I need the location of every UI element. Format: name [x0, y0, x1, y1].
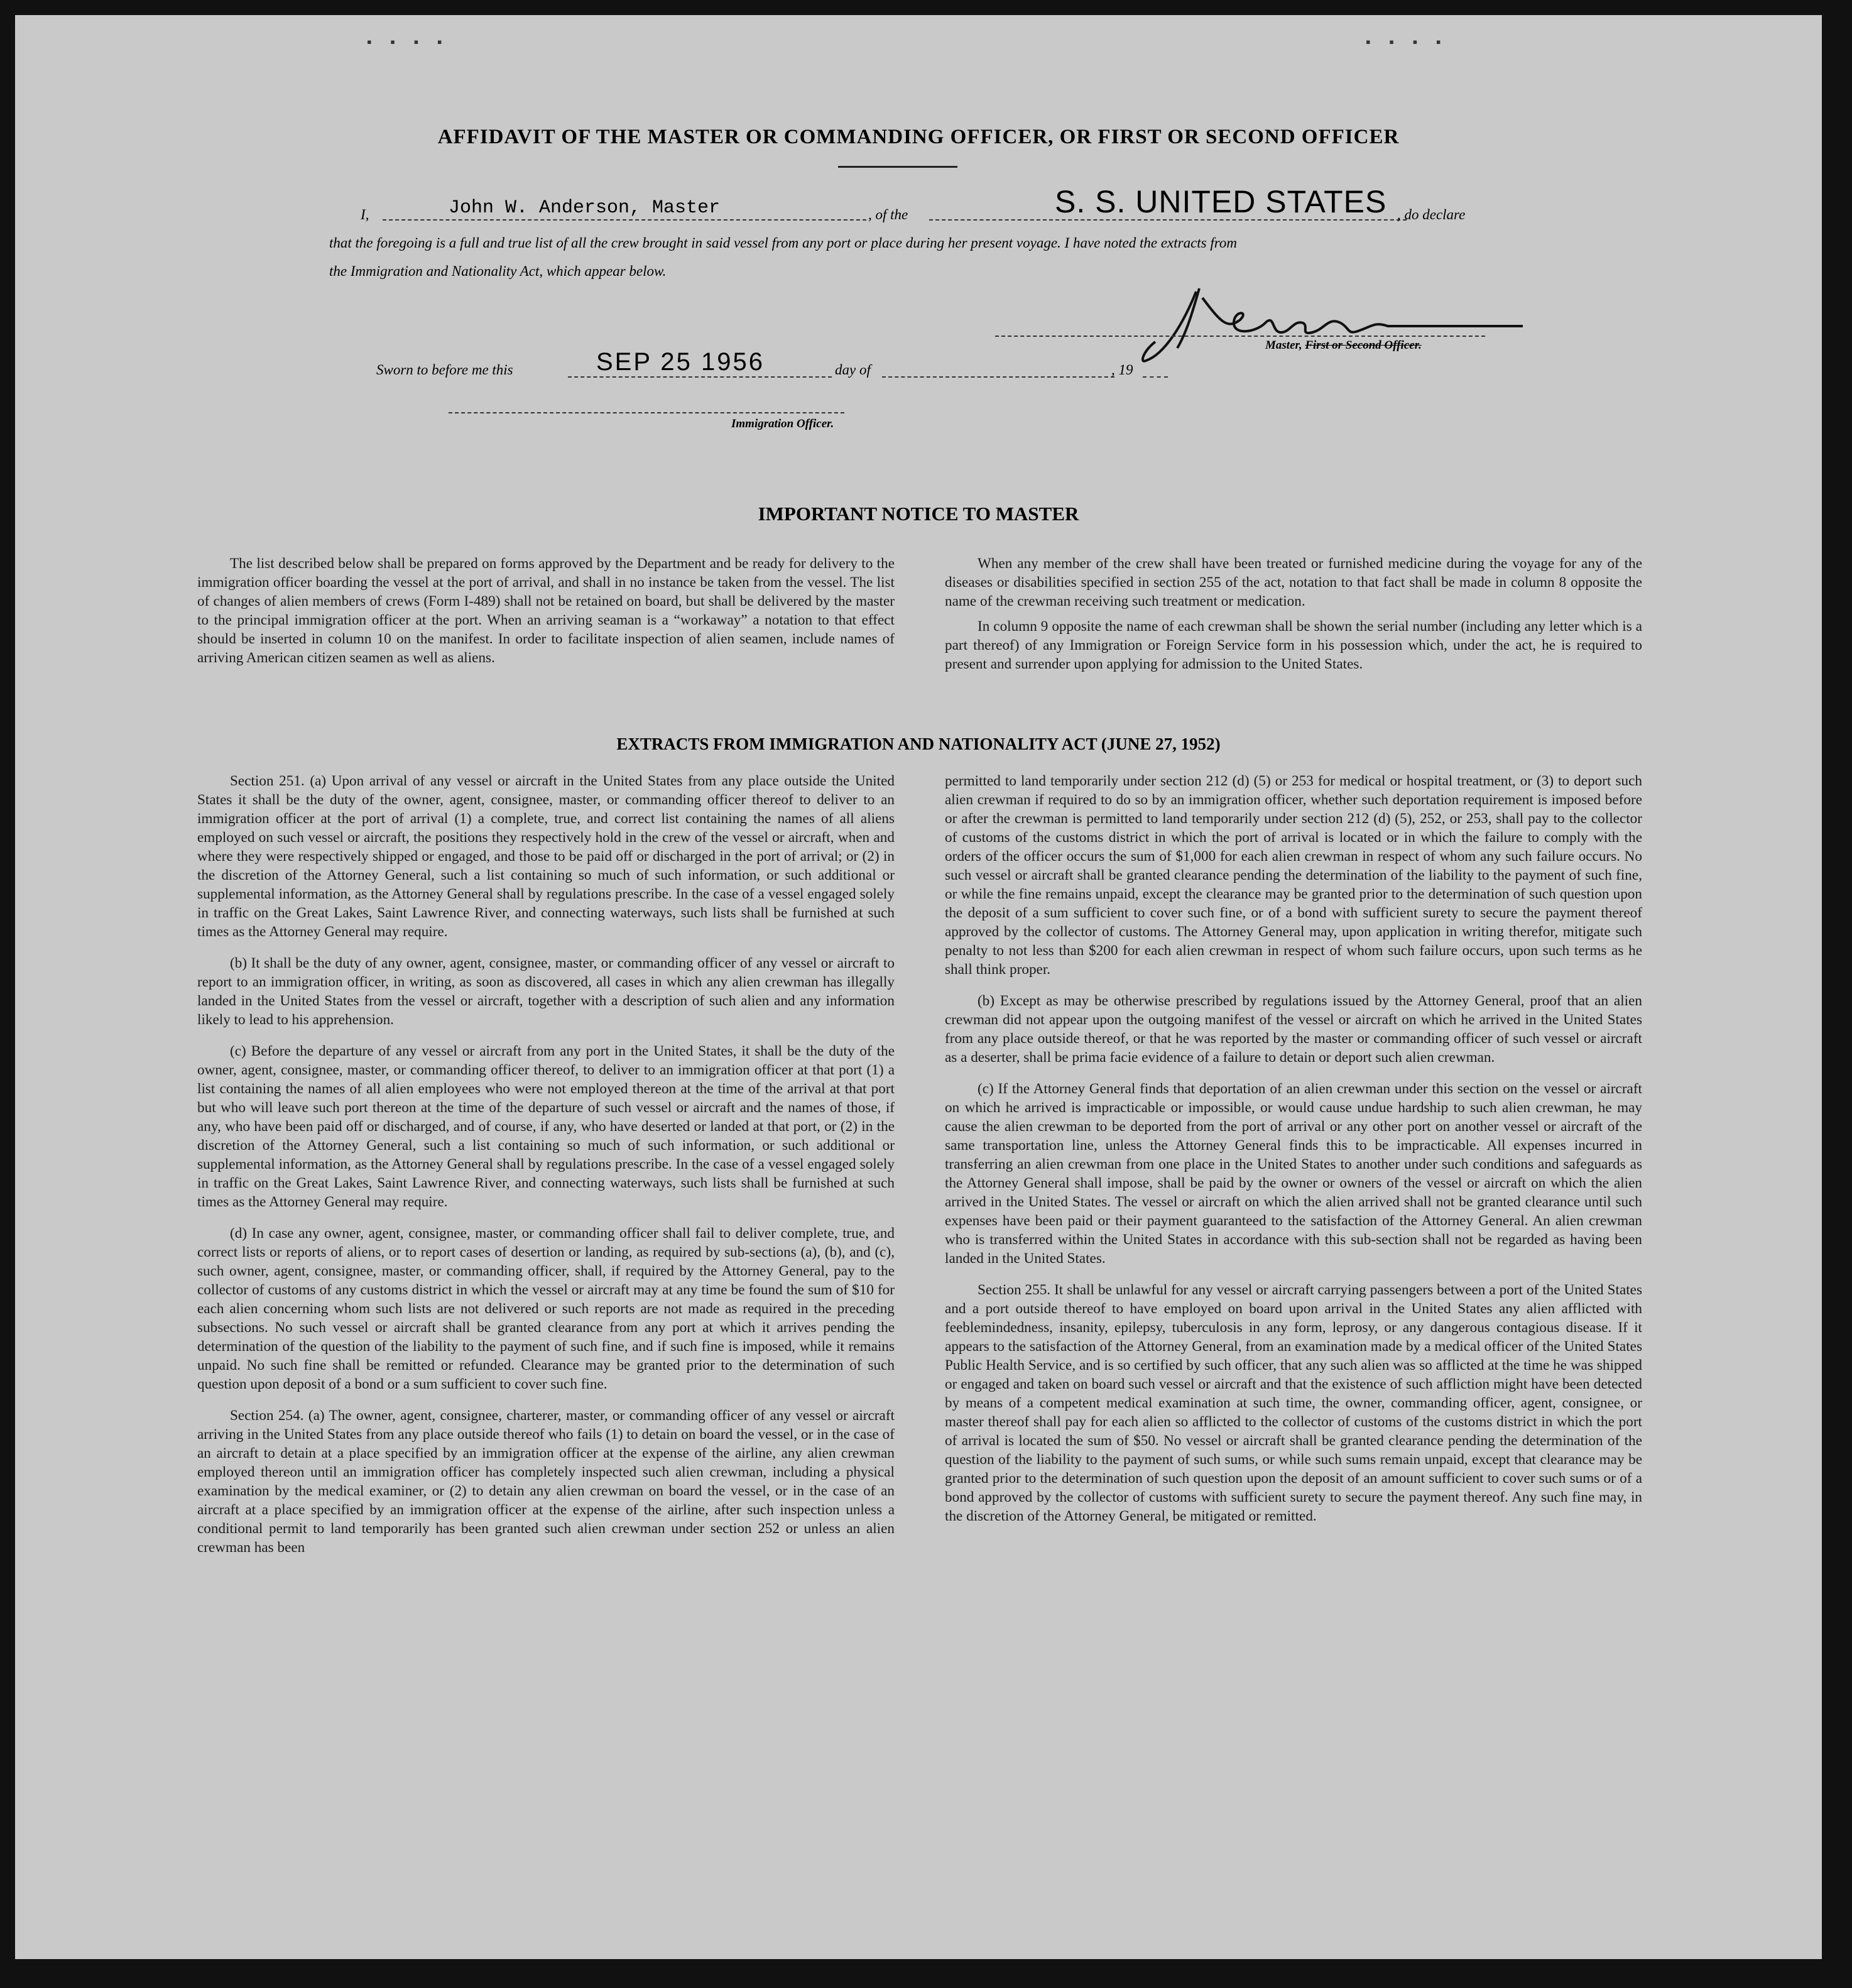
section-254-a-continued: permitted to land temporarily under section 212 (d) (5) or 253 for medical or hospital treatment, or (3) to deport such alien crewman if required to do so by an immigration officer, whether such deportation requirement is imposed before or after the crewman is permitted to land temporarily under section 212 (d) (5), 252, or 253, shall pay to the collector of customs of the customs district in which the port of arrival is located or in which the failure to comply with the orders of the officer occurs the sum of $1,000 for each alien crewman in respect of whom any such failure occurs. No such vessel or aircraft shall be granted clearance pending the determination of the liability to the payment of such fine, or while the fine remains unpaid, except the clearance may be granted prior to the determination of such question upon the deposit of a sum sufficient to cover such fine, or of a bond with sufficient surety to secure the payment thereof approved by the collector of customs. The Attorney General may, upon application in writing therefor, mitigate such penalty to not less than $200 for each alien crewman in respect of whom such failure occurs, upon such terms as he shall think proper.: [945, 773, 1642, 978]
scan-mark-left: ▪ ▪ ▪ ▪: [367, 34, 450, 50]
notice-left-paragraph: The list described below shall be prepared on forms approved by the Department and be ready for delivery to the immigration officer boarding the vessel at the port of arrival, and shall in no instance be taken from the vessel. The list of changes of alien members of crews (Form I-489) shall not be retained on board, but shall be delivered by the master to the principal immigration officer at the port. When an arriving seaman is a “workaway” a notation to that effect should be inserted in column 10 on the manifest. In order to facilitate inspection of alien seamen, include names of arriving American citizen seamen as well as aliens.: [197, 555, 895, 666]
declaration-line-2: the Immigration and Nationality Act, which appear below.: [329, 263, 667, 279]
notice-left-column: [197, 554, 895, 674]
name-blank-line: [383, 219, 866, 221]
master-signature: [1140, 273, 1529, 373]
sworn-label: Sworn to before me this: [376, 362, 513, 378]
affidavit-title: AFFIDAVIT OF THE MASTER OR COMMANDING OFFICER, OR FIRST OR SECOND OFFICER: [437, 126, 1400, 148]
title-divider: [838, 166, 957, 168]
section-251-d: (d) In case any owner, agent, consignee, master, or commanding officer shall fail to deliver complete, true, and correct lists or reports of aliens, or to report cases of desertion or landing, as required by sub-sections (a), (b), and (c), such owner, agent, consignee, master, or commanding officer, shall, if required by the Attorney General, pay to the collector of customs of any customs district in which the vessel or aircraft may at any time be found the sum of $10 for each alien concerning whom such lists are not delivered or such reports are not made as required in the preceding subsections. No such vessel or aircraft shall be granted clearance from any port at which it arrives pending the determination of the question of the liability to the payment of such fine, and if such fine is imposed, while it remains unpaid. No such fine shall be remitted or refunded. Clearance may be granted prior to the determination of such question upon deposit of a bond or a sum sufficient to cover such fine.: [197, 1225, 895, 1392]
notice-right-column: [945, 554, 1642, 680]
sworn-date-line: [568, 376, 832, 378]
sworn-date-stamp: SEP 25 1956: [596, 348, 765, 376]
master-name-typed: John W. Anderson, Master: [449, 197, 721, 219]
extracts-left-column: [197, 772, 895, 1563]
section-254-c: (c) If the Attorney General finds that deportation of an alien crewman under this section on the vessel or aircraft on which he arrived is impracticable or impossible, or would cause undue hardship to such alien crewman, he may cause the alien crewman to be deported from the port of arrival or any other port on another vessel or aircraft of the same transportation line, unless the Attorney General finds this to be impracticable. All expenses incurred in transferring an alien crewman from one place in the United States to another under such conditions and safeguards as the Attorney General shall impose, shall be paid by the owner or owners of the vessel or aircraft on which the alien arrived in the United States. The vessel or aircraft on which the alien arrived shall not be granted clearance until such expenses have been paid or their payment guaranteed to the satisfaction of the Attorney General. An alien crewman who is transferred within the United States in accordance with this sub-section shall not be regarded as having been landed in the United States.: [945, 1081, 1642, 1267]
signature-caption-master: Master,: [1265, 339, 1302, 352]
section-255: Section 255. It shall be unlawful for any vessel or aircraft carrying passengers between a port of the United States and a port outside thereof to have employed on board upon arrival in the United States any alien afflicted with feeblemindedness, insanity, epilepsy, tuberculosis in any form, leprosy, or any dangerous contagious disease. If it appears to the satisfaction of the Attorney General, from an examination made by a medical officer of the United States Public Health Service, and is so certified by such officer, that any such alien was so afflicted at the time he was shipped or engaged and taken on board such vessel or aircraft and that the existence of such affliction might have been detected by means of a competent medical examination at such time, the owner, commanding officer, agent, consignee, or master thereof shall pay for each alien so afflicted to the collector of customs of the customs district in which the port of arrival is located the sum of $50. No vessel or aircraft shall be granted clearance pending the determination of the question of the liability to the payment of such sums, or while such sums remain unpaid, except that clearance may be granted prior to the determination of such question upon the deposit of an amount sufficient to cover such sums or of a bond approved by the collector of customs with sufficient surety to secure the payment thereof. Any such fine may, in the discretion of the Attorney General, be mitigated or remitted.: [945, 1282, 1642, 1524]
section-251-a: Section 251. (a) Upon arrival of any vessel or aircraft in the United States from any place outside the United States it shall be the duty of the owner, agent, consignee, master, or commanding officer thereof to deliver to an immigration officer at the port of arrival (1) a complete, true, and correct list containing the names of all aliens employed on such vessel or aircraft, the positions they respectively hold in the crew of the vessel or aircraft, when and where they were respectively shipped or engaged, and those to be paid off or discharged in the port of arrival; or (2) in the discretion of the Attorney General, such a list containing so much of such information, or such additional or supplemental information, as the Attorney General shall by regulations prescribe. In the case of a vessel engaged solely in traffic on the Great Lakes, Saint Lawrence River, and connecting waterways, such lists shall be furnished at such times as the Attorney General may require.: [197, 773, 895, 940]
document-page: [15, 15, 1822, 1959]
year-line: [1143, 376, 1168, 378]
vessel-name-stamp: S. S. UNITED STATES: [1055, 184, 1387, 219]
declaration-line-1: that the foregoing is a full and true list of all the crew brought in said vessel from any port or place during her present voyage. I have noted the extracts from: [329, 235, 1237, 251]
section-254-a: Section 254. (a) The owner, agent, consignee, charterer, master, or commanding officer of any vessel or aircraft arriving in the United States from any place outside thereof who fails (1) to detain on board the vessel, or in the case of an aircraft to detain at a place specified by an immigration officer at the expense of the airline, any alien crewman employed thereon until an immigration officer has completely inspected such alien crewman, including a physical examination by the medical examiner, or (2) to detain any alien crewman on board the vessel, or in the case of an aircraft at a place specified by an immigration officer at the expense of the airline, after such inspection unless a conditional permit to land temporarily has been granted such alien crewman under section 252 or unless an alien crewman has been: [197, 1407, 895, 1556]
of-the-label: , of the: [868, 207, 908, 222]
day-of-label: day of: [835, 362, 871, 378]
signature-caption: [1265, 339, 1422, 352]
immigration-officer-caption: Immigration Officer.: [731, 417, 834, 430]
i-label: I,: [361, 207, 369, 222]
notice-right-paragraph-1: When any member of the crew shall have been treated or furnished medicine during the voyage for any of the diseases or disabilities specified in section 255 of the act, notation to that fact shall be made in column 8 opposite the name of the crewman receiving such treatment or medication.: [945, 555, 1642, 609]
section-251-b: (b) It shall be the duty of any owner, agent, consignee, master, or commanding officer of any vessel or aircraft to report to an immigration officer, in writing, as soon as discovered, all cases in which any alien crewman has illegally landed in the United States from the vessel or aircraft, together with a description of such alien and any information likely to lead to his apprehension.: [197, 955, 895, 1028]
notice-right-paragraph-2: In column 9 opposite the name of each crewman shall be shown the serial number (including any letter which is a part thereof) of any Immigration or Foreign Service form in his possession which, under the act, he is required to present and surrender upon applying for admission to the United States.: [945, 618, 1642, 672]
scan-mark-right: ▪ ▪ ▪ ▪: [1366, 34, 1449, 50]
signature-caption-struck: First or Second Officer.: [1305, 339, 1422, 352]
section-254-b: (b) Except as may be otherwise prescribed by regulations issued by the Attorney General, proof that an alien crewman did not appear upon the outgoing manifest of the vessel or aircraft on which he arrived in the United States from any place outside thereof, or that he was reported by the master or commanding officer of such vessel or aircraft as a deserter, shall be prima facie evidence of a failure to detain or deport such alien crewman.: [945, 993, 1642, 1066]
year-label: , 19: [1111, 362, 1133, 378]
notice-title: IMPORTANT NOTICE TO MASTER: [758, 503, 1079, 525]
extracts-title: EXTRACTS FROM IMMIGRATION AND NATIONALITY ACT (JUNE 27, 1952): [616, 735, 1221, 753]
month-line: [882, 376, 1114, 378]
do-declare-label: , do declare: [1397, 207, 1466, 222]
extracts-right-column: [945, 772, 1642, 1532]
section-251-c: (c) Before the departure of any vessel or aircraft from any port in the United States, it shall be the duty of the owner, agent, consignee, master, or commanding officer thereof, to deliver to an immigration officer at that port (1) a list containing the names of all alien employees who were not employed thereon at the time of the arrival at that port but who will leave such port thereon at the time of the departure of such vessel or aircraft and the names of those, if any, who have been paid off or discharged, and of course, if any, who have deserted or landed at that port, or (2) in the discretion of the Attorney General, such a list containing so much of such information, or such additional or supplemental information, as the Attorney General shall by regulations prescribe. In the case of a vessel engaged solely in traffic on the Great Lakes, Saint Lawrence River, and connecting waterways, such lists shall be furnished at such times as the Attorney General may require.: [197, 1043, 895, 1210]
signature-line: [995, 336, 1485, 337]
immigration-officer-line: [449, 412, 844, 413]
